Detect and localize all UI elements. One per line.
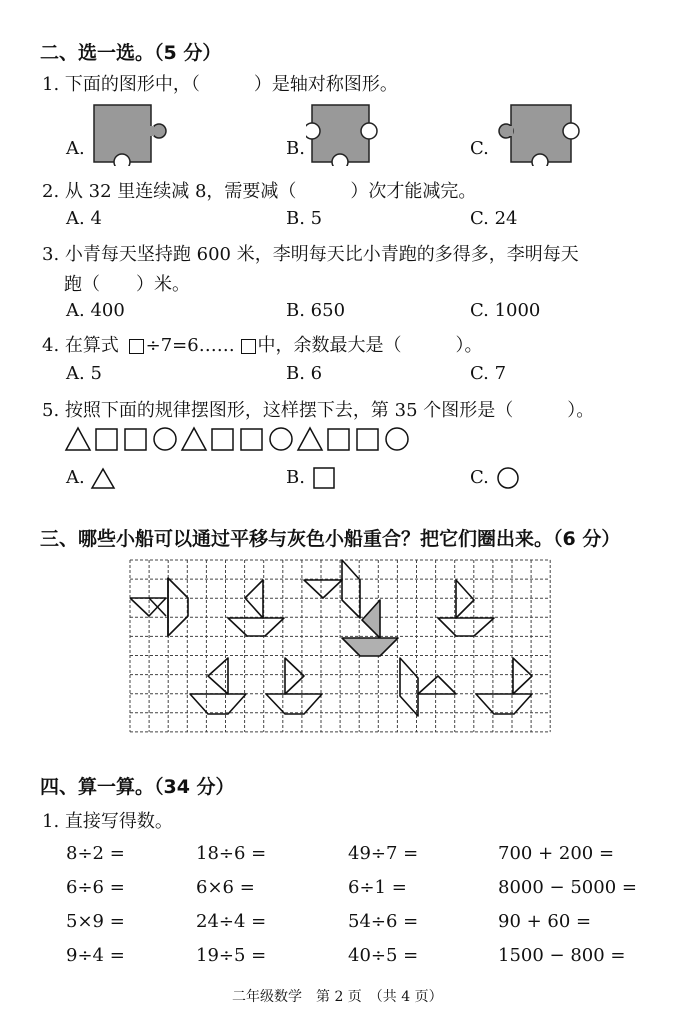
- q3-option-a[interactable]: A. 400: [66, 300, 125, 321]
- calc-item: 9÷4 =: [66, 945, 125, 966]
- calc-item: 700 + 200 =: [498, 843, 615, 864]
- puzzle-piece-a-icon: [88, 100, 188, 166]
- q5-option-a[interactable]: [66, 466, 116, 490]
- calc-item: 54÷6 =: [348, 911, 419, 932]
- q4-suffix: 中，余数最大是（ ）。: [257, 335, 483, 356]
- calc-item: 8000 − 5000 =: [498, 877, 637, 898]
- q3-option-c[interactable]: C. 1000: [470, 300, 541, 321]
- square-icon: [328, 429, 349, 450]
- q5-option-a-label: A.: [66, 467, 85, 488]
- square-icon: [96, 429, 117, 450]
- boat-grid: [128, 558, 556, 736]
- q4-prefix: 4. 在算式: [42, 335, 119, 356]
- q1-option-a[interactable]: A.: [66, 138, 85, 159]
- triangle-icon: [298, 428, 322, 450]
- square-icon: [357, 429, 378, 450]
- q4-text: [42, 331, 482, 357]
- calc-item: 49÷7 =: [348, 843, 419, 864]
- q3-text-line2: 跑（ ）米。: [64, 274, 190, 295]
- calc-item: 40÷5 =: [348, 945, 419, 966]
- q4-option-a[interactable]: A. 5: [66, 363, 102, 384]
- section2-title: 二、选一选。（5 分）: [40, 42, 222, 64]
- q1-text: 1. 下面的图形中，（ ）是轴对称图形。: [42, 74, 398, 95]
- square-icon: [241, 429, 262, 450]
- calc-item: 18÷6 =: [196, 843, 267, 864]
- q3-text-line1: 3. 小青每天坚持跑 600 米，李明每天比小青跑的多得多，李明每天: [42, 244, 579, 265]
- circle-icon: [154, 428, 176, 450]
- calc-item: 19÷5 =: [196, 945, 267, 966]
- q4-option-c[interactable]: C. 7: [470, 363, 507, 384]
- q1-option-b[interactable]: B.: [286, 138, 305, 159]
- boat-3: [304, 560, 360, 618]
- q2-option-a[interactable]: A. 4: [66, 208, 102, 229]
- q2-text: 2. 从 32 里连续减 8，需要减（ ）次才能减完。: [42, 181, 477, 202]
- boat-8: [400, 658, 456, 716]
- calc-item: 5×9 =: [66, 911, 125, 932]
- section3-title: 三、哪些小船可以通过平移与灰色小船重合？把它们圈出来。（6 分）: [40, 528, 621, 550]
- boat-9: [476, 658, 532, 714]
- circle-icon: [270, 428, 292, 450]
- square-icon: [212, 429, 233, 450]
- circle-icon: [386, 428, 408, 450]
- calc-item: 6÷6 =: [66, 877, 125, 898]
- q4-option-b[interactable]: B. 6: [286, 363, 323, 384]
- square-icon: [311, 466, 337, 490]
- q4-1-text: 1. 直接写得数。: [42, 811, 173, 832]
- puzzle-piece-b-icon: [306, 100, 386, 166]
- q3-option-b[interactable]: B. 650: [286, 300, 346, 321]
- page-footer: 二年级数学 第 2 页 （共 4 页）: [232, 989, 443, 1005]
- shape-sequence: [64, 426, 424, 454]
- section4-title: 四、算一算。（34 分）: [40, 776, 235, 798]
- circle-icon: [495, 466, 521, 490]
- boat-6: [190, 658, 246, 714]
- q5-option-c-label: C.: [470, 467, 489, 488]
- calc-item: 1500 − 800 =: [498, 945, 626, 966]
- calc-item: 90 + 60 =: [498, 911, 592, 932]
- calc-item: 24÷4 =: [196, 911, 267, 932]
- puzzle-piece-c-icon: [494, 100, 584, 166]
- triangle-icon: [90, 466, 116, 490]
- blank-square-icon: [241, 339, 256, 354]
- blank-square-icon: [129, 339, 144, 354]
- q2-option-c[interactable]: C. 24: [470, 208, 518, 229]
- calc-item: 6÷1 =: [348, 877, 407, 898]
- square-icon: [125, 429, 146, 450]
- triangle-icon: [66, 428, 90, 450]
- q5-option-b[interactable]: [286, 466, 337, 490]
- boat-7: [266, 658, 322, 714]
- calc-item: 6×6 =: [196, 877, 255, 898]
- boat-5: [438, 580, 494, 636]
- boat-2: [228, 580, 284, 636]
- q5-text: 5. 按照下面的规律摆图形，这样摆下去，第 35 个图形是（ ）。: [42, 400, 595, 421]
- calc-item: 8÷2 =: [66, 843, 125, 864]
- q2-option-b[interactable]: B. 5: [286, 208, 323, 229]
- triangle-icon: [182, 428, 206, 450]
- q5-option-b-label: B.: [286, 467, 305, 488]
- q1-option-c[interactable]: C.: [470, 138, 489, 159]
- q4-middle: ÷7=6……: [145, 335, 235, 356]
- q5-option-c[interactable]: [470, 466, 521, 490]
- boat-1: [130, 578, 188, 636]
